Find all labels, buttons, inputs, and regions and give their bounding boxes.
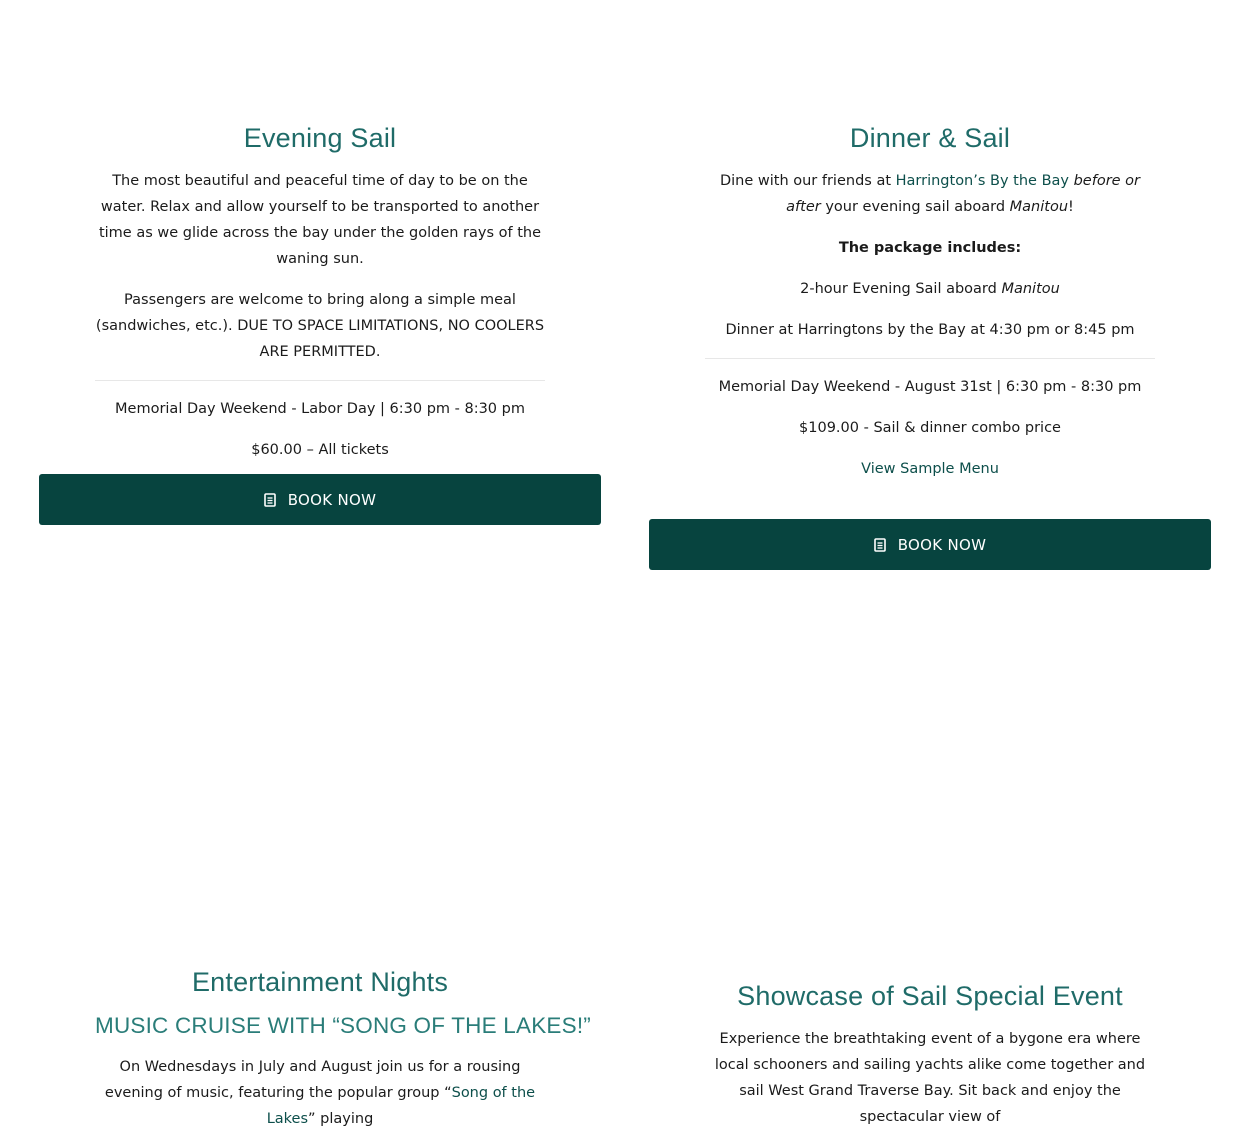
evening-sail-book-button[interactable] <box>39 474 601 525</box>
song-of-the-lakes-link[interactable]: Song of the Lakes <box>266 1085 536 1127</box>
dinner-sail-card <box>649 120 1211 554</box>
entertainment-title: Entertainment Nights <box>191 967 449 997</box>
showcase-description: Experience the breathtaking event of a bygone era where local schooners and sailing yachts alike come together and sail West Grand Traverse Bay. Sit back and enjoy the spectacular view of <box>714 1031 1146 1125</box>
package-heading: The package includes: <box>838 240 1022 256</box>
evening-sail-note: Passengers are welcome to bring along a simple meal (sandwiches, etc.). DUE TO SPACE LIMITATIONS, NO COOLERS ARE PERMITTED. <box>95 292 545 360</box>
view-sample-menu-link[interactable]: View Sample Menu <box>861 461 999 477</box>
dinner-sail-price: $109.00 - Sail & dinner combo price <box>799 420 1061 436</box>
sample-menu-line <box>705 456 1155 482</box>
entertainment-subtitle: MUSIC CRUISE WITH “SONG OF THE LAKES!” <box>95 1013 591 1038</box>
entertainment-card <box>39 964 601 1132</box>
package-item: 2-hour Evening Sail aboard Manitou <box>800 281 1060 297</box>
dinner-sail-schedule: Memorial Day Weekend - August 31st | 6:30 pm - 8:30 pm <box>718 379 1142 395</box>
dinner-sail-title: Dinner & Sail <box>849 123 1011 153</box>
evening-sail-price: $60.00 – All tickets <box>251 442 389 458</box>
evening-sail-title: Evening Sail <box>243 123 397 153</box>
dinner-sail-intro: Dine with our friends at Harrington’s By the Bay before or after your evening sail aboard Manitou! <box>719 173 1141 215</box>
harringtons-link[interactable]: Harrington’s By the Bay <box>895 173 1069 189</box>
evening-sail-description: The most beautiful and peaceful time of day to be on the water. Relax and allow yourself to be transported to another time as we glide across the bay under the golden rays of the waning sun. <box>98 173 542 267</box>
evening-sail-card <box>39 120 601 509</box>
document-icon <box>874 538 886 552</box>
package-item: Dinner at Harringtons by the Bay at 4:30 pm or 8:45 pm <box>725 322 1135 338</box>
evening-sail-schedule: Memorial Day Weekend - Labor Day | 6:30 pm - 8:30 pm <box>115 401 525 417</box>
showcase-title: Showcase of Sail Special Event <box>737 981 1123 1011</box>
book-button-label: BOOK NOW <box>287 490 377 509</box>
divider <box>95 380 545 381</box>
entertainment-description: On Wednesdays in July and August join us for a rousing evening of music, featuring the popular group “Song of the Lakes” playing <box>104 1059 536 1127</box>
document-icon <box>264 493 276 507</box>
divider <box>705 358 1155 359</box>
dinner-sail-book-button[interactable] <box>649 519 1211 570</box>
book-button-label: BOOK NOW <box>897 535 987 554</box>
showcase-card <box>649 978 1211 1130</box>
